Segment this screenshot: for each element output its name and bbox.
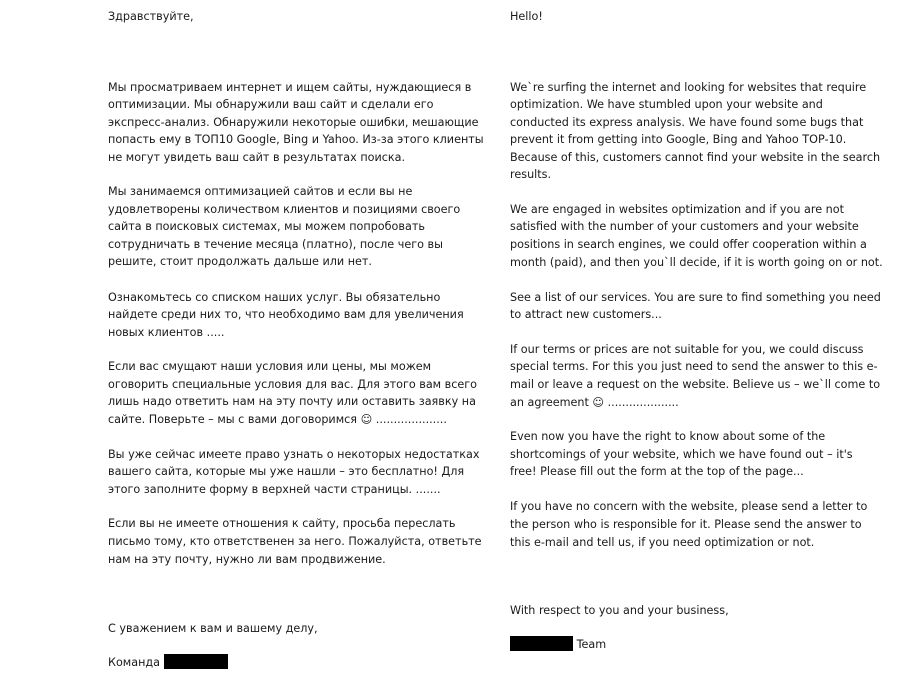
ru-p4-line: лишь надо ответить нам на эту почту или оставить заявку на <box>108 395 476 408</box>
ru-signature-label: Команда <box>108 656 160 669</box>
ru-p5-line: этого заполните форму в верхней части страницы. ....... <box>108 483 441 496</box>
en-signature-label: Team <box>576 638 607 651</box>
ru-p4-line: сайте. Поверьте – мы с вами договоримся ☺ .................... <box>108 413 447 426</box>
ru-p2-line: решите, стоит продолжать дальше или нет. <box>108 255 372 268</box>
ru-p3-line: новых клиентов ..... <box>108 326 225 339</box>
ru-p6-line: Если вы не имеете отношения к сайту, просьба переслать <box>108 517 456 530</box>
en-p4-line: special terms. For this you just need to send the answer to this e- <box>510 360 878 373</box>
ru-p1-line: Мы просматриваем интернет и ищем сайты, нуждающиеся в <box>108 81 472 94</box>
en-greeting: Hello! <box>510 10 543 23</box>
en-p2-line: satisfied with the number of your customers and your website <box>510 220 859 233</box>
ru-p2-line: удовлетворены количеством клиентов и позициями своего <box>108 203 461 216</box>
ru-p2-line: сотрудничать в течение месяца (платно), после чего вы <box>108 238 443 251</box>
ru-p5-line: Вы уже сейчас имеете право узнать о некоторых недостатках <box>108 448 480 461</box>
en-p3-line: See a list of our services. You are sure to find something you need <box>510 291 881 304</box>
ru-p3-line: Ознакомьтесь со списком наших услуг. Вы обязательно <box>108 291 441 304</box>
en-p1-line: conducted its express analysis. We have found some bugs that <box>510 116 864 129</box>
en-p1-line: We`re surfing the internet and looking for websites that require <box>510 81 867 94</box>
redacted-name-block <box>164 654 228 669</box>
ru-p3-line: найдете среди них то, что необходимо вам для увеличения <box>108 308 464 321</box>
en-p5-line: shortcomings of your website, which we have found out – it's <box>510 448 853 461</box>
ru-p1-line: не могут увидеть ваш сайт в результатах поиска. <box>108 151 406 164</box>
en-p4-line: mail or leave a request on the website. Believe us – we`ll come to <box>510 378 881 391</box>
ru-p1-line: экспресс-анализ. Обнаружили некоторые ошибки, мешающие <box>108 116 479 129</box>
ru-p2-line: сайта в поисковых системах, мы можем попробовать <box>108 220 425 233</box>
en-p4-line: If our terms or prices are not suitable for you, we could discuss <box>510 343 864 356</box>
en-p1-line: optimization. We have stumbled upon your website and <box>510 98 823 111</box>
redacted-name-block <box>510 636 573 651</box>
en-p1-line: prevent it from getting into Google, Bing and Yahoo TOP-10. <box>510 133 847 146</box>
en-p1-line: results. <box>510 168 552 181</box>
ru-closing: С уважением к вам и вашему делу, <box>108 622 318 635</box>
en-p2-line: month (paid), and then you`ll decide, if it is worth going on or not. <box>510 256 883 269</box>
en-p4-line: an agreement ☺ .................... <box>510 396 679 409</box>
ru-p6-line: письмо тому, кто ответственен за него. Пожалуйста, ответьте <box>108 535 482 548</box>
ru-signature-line <box>108 654 228 671</box>
en-p3-line: to attract new customers... <box>510 308 662 321</box>
en-closing: With respect to you and your business, <box>510 604 729 617</box>
en-p5-line: Even now you have the right to know about some of the <box>510 430 826 443</box>
en-p2-line: positions in search engines, we could offer cooperation within a <box>510 238 867 251</box>
en-p5-line: free! Please fill out the form at the top of the page... <box>510 465 804 478</box>
ru-p5-line: вашего сайта, которые мы уже нашли – это бесплатно! Для <box>108 465 465 478</box>
en-p6-line: this e-mail and tell us, if you need optimization or not. <box>510 536 815 549</box>
ru-p6-line: нам на эту почту, нужно ли вам продвижение. <box>108 553 386 566</box>
en-p6-line: the person who is responsible for it. Please send the answer to <box>510 518 862 531</box>
en-signature-line <box>510 636 606 653</box>
en-p2-line: We are engaged in websites optimization and if you are not <box>510 203 844 216</box>
ru-p1-line: попасть ему в ТОП10 Google, Bing и Yahoo. Из-за этого клиенты <box>108 133 484 146</box>
ru-p4-line: Если вас смущают наши условия или цены, мы можем <box>108 360 432 373</box>
ru-p2-line: Мы занимаемся оптимизацией сайтов и если вы не <box>108 185 413 198</box>
ru-p1-line: оптимизации. Мы обнаружили ваш сайт и сделали его <box>108 98 434 111</box>
ru-greeting: Здравствуйте, <box>108 10 194 23</box>
en-p1-line: Because of this, customers cannot find your website in the search <box>510 151 881 164</box>
ru-p4-line: оговорить специальные условия для вас. Для этого вам всего <box>108 378 478 391</box>
en-p6-line: If you have no concern with the website, please send a letter to <box>510 500 868 513</box>
